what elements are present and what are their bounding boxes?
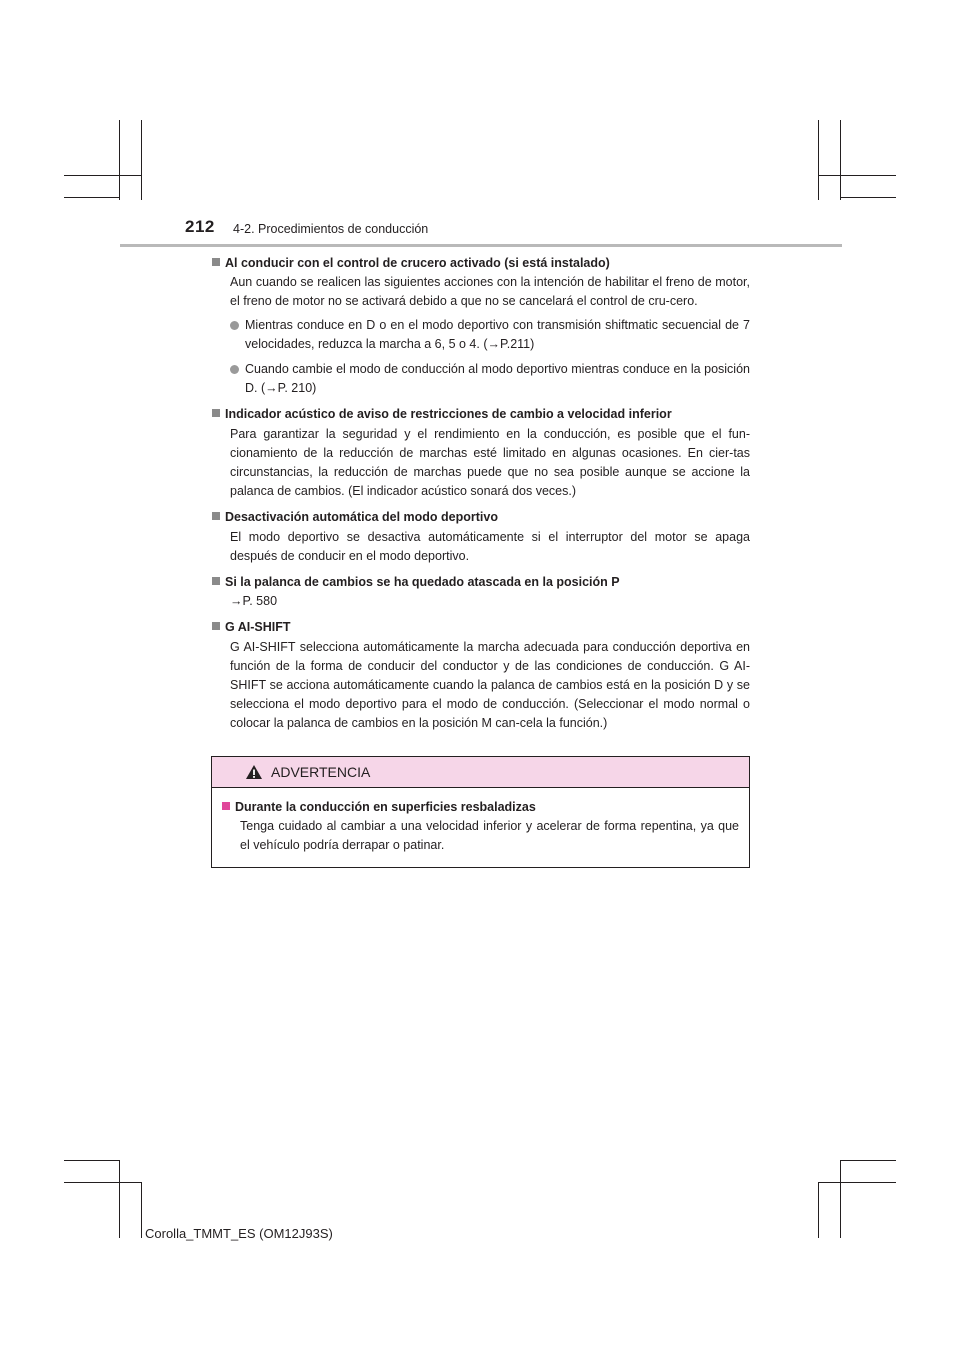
square-bullet-icon — [212, 622, 220, 630]
crop-mark — [818, 175, 896, 176]
topic-body — [230, 273, 750, 398]
warning-text: Tenga cuidado al cambiar a una velocidad inferior y acelerar de forma repentina, ya que el vehículo podría derrapar o patinar. — [240, 819, 739, 853]
topic-heading-text: Al conducir con el control de crucero activado (si está instalado) — [225, 256, 610, 270]
topic-heading-text: Si la palanca de cambios se ha quedado atascada en la posición P — [225, 575, 620, 590]
section-title: 4-2. Procedimientos de conducción — [233, 222, 429, 236]
list-item-text: Cuando cambie el modo de conducción al modo deportivo mientras conduce en la posición D. (→P. 210) — [245, 362, 750, 396]
topic-heading — [212, 508, 750, 527]
crop-mark — [119, 1160, 120, 1238]
crop-mark — [64, 175, 142, 176]
topic-paragraph: El modo deportivo se desactiva automáticamente si el interruptor del motor se apaga después de conducir en el modo deportivo. — [230, 529, 750, 563]
crop-mark — [119, 120, 120, 200]
crop-mark — [64, 197, 120, 198]
topic-paragraph: G AI-SHIFT selecciona automáticamente la marcha adecuada para conducción deportiva en función de la forma de conducir del conductor y de las condiciones de conducción. G AI-SHIFT se acciona automáticamente cuando la palanca de cambios está en la posición D y se selecciona el modo deportivo para el modo de conducción. (Seleccionar el modo normal o colocar la palanca de cambios en la posición M can-cela la función.) — [230, 639, 750, 731]
warning-box — [211, 756, 750, 868]
circle-bullet-icon — [230, 321, 239, 330]
topic-heading — [212, 405, 750, 424]
warning-title: ADVERTENCIA — [271, 764, 371, 780]
topic-body — [230, 528, 750, 566]
list-item — [230, 316, 750, 354]
circle-bullet-icon — [230, 365, 239, 374]
page-reference: →P. 580 — [230, 594, 278, 609]
topic-body — [230, 592, 750, 611]
crop-mark — [818, 120, 819, 200]
crop-mark — [64, 1182, 142, 1183]
crop-mark — [840, 120, 841, 200]
topic — [212, 508, 750, 566]
warning-heading-text: Durante la conducción en superficies resbaladizas — [235, 800, 536, 814]
crop-mark — [141, 1182, 142, 1238]
warning-triangle-icon — [245, 764, 263, 780]
topic-body — [230, 425, 750, 502]
list-item-text: Mientras conduce en D o en el modo deportivo con transmisión shiftmatic secuencial de 7 velocidades, reduzca la marcha a 6, 5 o 4. (→P.211) — [245, 317, 750, 351]
topic-paragraph: Aun cuando se realicen las siguientes acciones con la intención de habilitar el freno de motor, el freno de motor no se activará debido a que no se cancelará el control de cru-cero. — [230, 275, 750, 309]
crop-mark — [840, 197, 896, 198]
topic — [212, 405, 750, 501]
footer-doc-id: Corolla_TMMT_ES (OM12J93S) — [145, 1226, 333, 1241]
crop-mark — [141, 120, 142, 200]
topic-heading-text: Desactivación automática del modo deportivo — [225, 510, 498, 525]
topic-heading — [212, 618, 750, 637]
topic-heading — [212, 573, 750, 592]
topic — [212, 254, 750, 398]
topic-heading-text: G AI-SHIFT — [225, 620, 291, 635]
crop-mark — [840, 1160, 841, 1238]
crop-mark — [64, 1160, 120, 1161]
crop-mark — [840, 1160, 896, 1161]
crop-mark — [818, 1182, 819, 1238]
square-bullet-icon — [212, 258, 220, 266]
crop-mark — [818, 1182, 896, 1183]
warning-heading — [222, 798, 739, 817]
topic-paragraph: Para garantizar la seguridad y el rendimiento en la conducción, es posible que el fun-cionamiento de la reducción de marchas esté limitado en algunas ocasiones. En cier-tas circunstancias, la reducción de marchas puede que no sea posible aunque se accione la palanca de cambios. (El indicador acústico sonará dos veces.) — [230, 426, 750, 499]
main-content — [212, 254, 750, 741]
topic — [212, 573, 750, 611]
list-item — [230, 360, 750, 398]
topic-heading — [212, 254, 750, 273]
square-bullet-icon — [212, 577, 220, 585]
warning-header — [212, 757, 749, 788]
topic — [212, 618, 750, 733]
topic-heading-text: Indicador acústico de aviso de restricciones de cambio a velocidad inferior — [225, 407, 672, 422]
header-rule — [120, 244, 842, 247]
topic-body — [230, 638, 750, 734]
square-bullet-icon — [212, 409, 220, 417]
warning-body — [212, 788, 749, 856]
square-bullet-icon — [212, 512, 220, 520]
square-bullet-icon — [222, 802, 230, 810]
page-number: 212 — [185, 217, 215, 236]
